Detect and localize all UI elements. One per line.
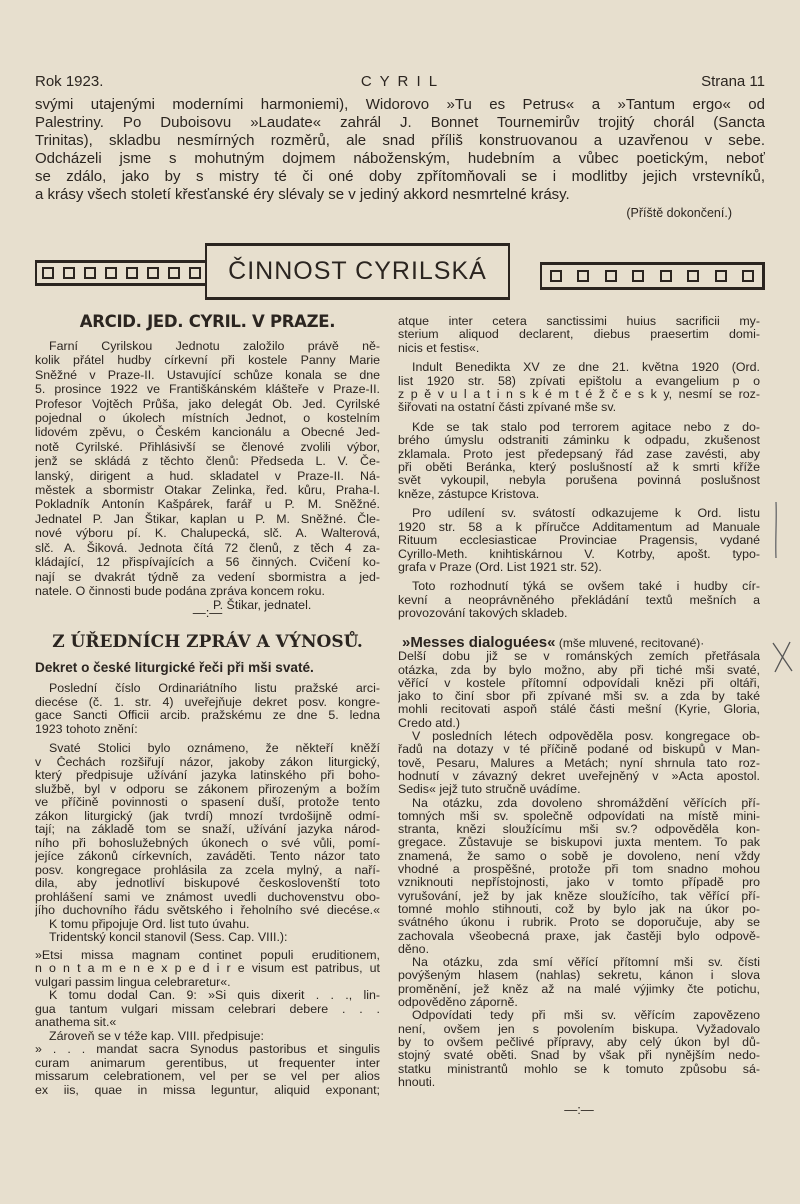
paragraph [35,918,380,932]
paragraph [398,650,760,730]
paragraph [398,361,760,415]
text-line: natele. O činnosti bude podána zpráva koncem roku. [35,583,325,598]
text-line: nové výboru pí. K. Chalupecká, slč. A. Walterová, [35,526,380,541]
text-line: hnouti. [398,1075,436,1089]
text-line: není, ovšem jen s povolením biskupa. Vyžadovalo [398,1022,760,1036]
paragraph [35,1030,380,1044]
ornament-square-icon [742,270,754,282]
text-line: notě Cyrilské. Přihlásivší se členové zvolili výbor, [35,439,380,454]
section-divider-right: —:— [564,1102,594,1117]
text-line: curam animarum gerentibus, ut frequenter inter [35,1056,380,1070]
text-line: stojný svaté oběti. Snad by však při nynějším nedo- [398,1049,760,1063]
paragraph [35,742,380,918]
text-line: tomné mohlo stihnouti, což by bylo jak na úkor po- [398,902,760,916]
text-line: ního při bohoslužebných úkonech o své vůli, pomí- [35,836,380,850]
text-line: tově, Pesaru, Malures a Metách; nyní shrnula tato roz- [398,756,760,770]
paragraph [398,956,760,1009]
ornament-square-icon [168,267,180,279]
ornament-square-icon [63,267,75,279]
text-line: tají; na základě tom se snaží, užívání jazyka národ- [35,823,380,836]
text-line: děno. [398,942,430,956]
text-line: Odpovídati tedy při mši sv. věřícím zapovězeno [412,1009,760,1023]
ornament-square-icon [577,270,589,282]
paragraph [398,797,760,957]
text-line: který předpisuje užívání jazyka latinského při boho- [35,769,380,782]
text-line: vyrušování, jež by jak kněze sloužícího, tak věřící pří- [398,889,760,903]
ornament-square-icon [189,267,201,279]
article-arcid-text [35,339,380,598]
text-line: věřící v kostele přítomní odpovídali knězi při oltáři, [398,676,760,690]
text-line: Trinitas), skladbu nesmírných rozměrů, ale snad příliš konstruovanou a uzavřenou v sebe. [35,132,765,149]
text-line: odpověděno záporně. [398,996,518,1010]
text-line: jejíce zákonů církevních, zaváděti. Tento názor tato [35,850,380,863]
text-line: by to ovšem pečlivé přípravy, aby celý úkon byl dů- [398,1035,760,1049]
text-line: Delší dobu již se v románských zemích přetřásala [398,650,760,664]
header-year: Rok 1923. [35,73,104,90]
ornament-square-icon [126,267,138,279]
text-line: vzniknouti nepřístojnosti, jako v tomto případě pro [398,876,760,890]
text-line: diecése (č. 1. str. 4) uveřejňuje dekret posv. kongre- [35,695,380,709]
ornament-square-icon [105,267,117,279]
text-line: sterium aliquod declarent, diebus praesertim domi- [398,328,760,342]
text-line: hodnutí v závazný dekret uveřejněný v »Acta apostol. [398,769,760,783]
text-line: gua tantum vulgari missam celebrari debere . . . [35,1002,380,1016]
text-line: Sedis« jejž tuto stručně uvádíme. [398,783,581,797]
text-line: kněze, zástupce Kristova. [398,487,540,501]
text-line: Profesor Vojtěch Průša, jako delegát Ob. Jed. Cyrilské [35,396,380,411]
text-line: V posledních létech odpověděla posv. kongregace ob- [412,730,760,744]
paragraph [398,730,760,796]
paragraph [398,315,760,355]
text-line: Poslední číslo Ordinariátního listu pražské arci- [49,682,380,695]
text-line: šiřovati na ostatní části zpívané mše sv. [398,401,617,415]
text-line: Kde se tak stalo pod terrorem agitace nebo z do- [412,420,760,434]
article-heading-zpravy: Z ÚŘEDNÍCH ZPRÁV A VÝNOSŮ. [52,632,363,652]
text-line: kevní a neoprávněného překládání textů mešních a [398,593,760,607]
text-line: Sněžné v Praze-II. Ustavující schůze konala se dne [35,367,380,382]
text-line: tomných mši sv. společně odpovídati na místě mini- [398,809,760,823]
text-line: 1920 str. 58 a k příručce Additamentum ad Manuale [398,520,760,534]
text-line: povýšeným hlasem (nahlas) sekretu, kánon i slova [398,969,760,983]
text-line: Tridentský koncil stanovil (Sess. Cap. VIII.): [49,931,288,944]
text-line: prohlášení sami ve známost uvedli duchovenstvu obo- [35,890,380,904]
paragraph [35,339,380,598]
text-line: lidovém zpěvu, o Českém kancionálu a Obecné Jed- [35,425,380,440]
text-line: zákon liturgický (jak tvrdí) mnozí tvrdošijně odmí- [35,809,380,823]
text-line: službě, byl v odporu se zákonem přirozeným a božím [35,782,380,796]
text-line: ve příčině povinnosti o spasení duší, protože tento [35,796,380,809]
paragraph [398,507,760,574]
header-journal-title: C Y R I L [360,73,440,90]
paragraph [35,989,380,1030]
text-line: při oběti Beránka, který poslušností až k smrti kříže [398,461,760,475]
ornament-square-icon [147,267,159,279]
paragraph [35,682,380,736]
text-line: jako to činí sbor při zpívané mši sv. a zda by také [398,690,760,704]
text-line: a krásy všech století křesťanské éry slévaly se v jediný akkord nesmrtelné krásy. [35,186,570,203]
text-line: dila, aby jednotliví biskupové českoslovenští toto [35,877,380,890]
paragraph [398,580,760,620]
ornament-square-icon [605,270,617,282]
paragraph [35,1043,380,1097]
text-line: znamená, že samo o sobě je dovoleno, není vždy [398,849,760,863]
text-line: nicis et festis«. [398,341,480,355]
text-line: Na otázku, zda smí věřící přítomní mši sv. čísti [412,956,760,970]
ornament-square-icon [550,270,562,282]
text-line: statku ministrantů mohlo se k tomuto způsobu sá- [398,1062,760,1076]
text-line: Na otázku, zda dovoleno shromáždění věřících pří- [412,796,760,810]
text-line: vulgari passim lingua celebraretur«. [35,975,231,989]
text-line: zklamala. Proto jest předepsaný řád zase zavésti, aby [398,447,760,461]
text-line: mohli recitovati aspoň stálé části mešní (Kyrie, Gloria, [398,703,760,717]
text-line: Jednatel P. Jan Štikar, kaplan u P. M. Sněžné. Čle- [35,511,380,526]
text-line: 5. prosince 1922 ve Františkánském klášteře v Praze-II. [35,382,380,397]
text-line: grafa v Praze (Ord. List 1921 str. 52). [398,560,602,574]
text-line: nají se dvakrát týdně za vedení sbormistra a jed- [35,569,380,584]
text-line: gace Sancti Officii arcib. pražskému ze dne 5. ledna [35,709,380,722]
text-line: Farní Cyrilskou Jednotu založilo právě ně- [49,339,380,353]
ornament-square-icon [42,267,54,279]
ornament-square-icon [84,267,96,279]
messes-subtitle: (mše mluvené, recitované)· [558,636,705,650]
continued-note: (Příště dokončení.) [626,206,732,220]
text-line: lanský, dirigent a hud. skladatel v Praze-II. Ná- [35,468,380,483]
text-line: ex iis, quae in missa leguntur, aliquid exponant; [35,1083,380,1097]
section-divider: —:— [192,605,223,620]
top-article-text [35,96,765,204]
ornament-square-icon [715,270,727,282]
text-line: městek a sbormistr Otakar Zelinka, řed. kůru, Praha-I. [35,483,380,498]
text-line: vhodné a prospěšné, protože při tom snadno mohou [398,863,760,877]
text-line: Indult Benedikta XV ze dne 21. května 1920 (Ord. [412,361,760,375]
messes-title: »Messes dialoguées« [402,636,556,651]
paragraph [35,949,380,990]
text-line: 1923 tohoto znění: [35,722,138,736]
text-line: Svaté Stolici bylo oznámeno, že někteří kněží [49,742,380,755]
text-line: svátného úkonu i rubrik. Proto se doporučuje, aby se [398,916,760,930]
text-line: zachovala všeobecná praxe, jak častěji bylo odpově- [398,929,760,943]
text-line: K tomu dodal Can. 9: »Si quis dixerit . . ., lin- [49,989,380,1002]
paragraph [35,931,380,945]
text-line: Palestriny. Po Duboisovu »Laudate« zahrál J. Bonnet Tournemirův trojitý chorál (Sancta [35,114,765,131]
text-line: Pokladník Antonín Kašpárek, farář u P. M. Sněžné. [35,497,380,512]
ornament-square-icon [687,270,699,282]
text-line: missarum celebrationem, vel per se vel per alios [35,1070,380,1083]
section-title: ČINNOST CYRILSKÁ [228,257,487,285]
text-line: Credo atd.) [398,716,460,730]
paragraph [398,1009,760,1089]
ornament-square-icon [632,270,644,282]
banner-ornament-right [540,262,765,290]
text-line: z p ě v u l a t i n s k é m t é ž č e s k y, nesmí se roz- [398,388,760,402]
text-line: svět vykoupil, nebyla porušena povinná poslušnost [398,474,760,488]
text-line: Odcházeli jsme s mohutným dojmem náboženským, hudebním a vůbec poetickým, neboť [35,150,765,167]
article-continuation-right [398,315,760,621]
text-line: Rituum ecclesiasticae Provinciae Pragensis, vydané [398,534,760,548]
text-line: slč. A. Šiková. Jednota čítá 72 členů, z těch 4 za- [35,540,380,555]
text-line: stranta, knězi sloužícímu mši sv.? odpověděla kon- [398,823,760,837]
text-line: » . . . mandat sacra Synodus pastoribus et singulis [35,1043,380,1056]
text-line: anathema sit.« [35,1016,117,1029]
article-subheading-dekret: Dekret o české liturgické řeči při mši svaté. [35,660,314,675]
pencil-margin-mark-icon [772,500,780,560]
text-line: list 1920 str. 58) zpívati epištolu a evangelium p o [398,374,760,388]
text-line: řadů na dotazy v té příčině podané od biskupů v Man- [398,743,760,757]
text-line: Cyrillo-Meth. knihtiskárnou V. Kotrby, apošt. typo- [398,547,760,561]
article-messes [398,636,760,1089]
text-line: se zdálo, jako by s mistry té či oné doby zpřítomňovali se i modlitby jejich vrstevníků, [35,168,765,185]
text-line: posv. kongregace prohlásila za zcela mylný, a naří- [35,863,380,877]
text-line: svými utajenými moderními harmoniemi), Widorovo »Tu es Petrus« a »Tantum ergo« od [35,96,765,113]
article-zpravy-text [35,682,380,1097]
header-page-number: Strana 11 [701,73,765,90]
text-line: kládající, 12 přispívajících a 56 činných. Cvičení ko- [35,555,380,570]
handwritten-x-mark-icon [770,640,796,674]
text-line: gregace. Zůstavuje se biskupovi juxta mentem. To pak [398,836,760,850]
text-line: pojednal o úkolech místních Jednot, o kostelním [35,411,380,426]
ornament-square-icon [660,270,672,282]
text-line: provozování takových skladeb. [398,607,568,621]
article-signature: P. Štikar, jednatel. [213,598,312,612]
text-line: jího duchovního řádu světského i řeholního své diecése.« [35,904,380,917]
text-line: Zároveň se v téže kap. VIII. předpisuje: [49,1029,264,1043]
text-line: jenž se skládá z těchto členů: Předseda L. V. Če- [35,454,380,469]
messes-heading-line [398,636,760,650]
text-line: v Čechách rozšiřují názor, jakoby zákon liturgický, [35,755,380,769]
text-line: K tomu připojuje Ord. list tuto úvahu. [49,917,250,931]
text-line: kolik přátel hudby církevní při kostele Panny Marie [35,353,380,368]
text-line: proměnění, jež kněz až na malé výjimky čte potichu, [398,982,760,996]
text-line: »Etsi missa magnam continet populi eruditionem, [35,948,380,962]
text-line: n o n t a m e n e x p e d i r e visum est patribus, ut [35,962,380,975]
text-line: otázka, zda by bylo možno, aby při tiché mši svaté, [398,663,760,677]
banner-title-box [205,243,510,300]
article-heading-arcid: ARCID. JED. CYRIL. V PRAZE. [79,312,336,331]
text-line: atque inter cetera sanctissimi huius sacrificii my- [398,315,760,328]
messes-text [398,650,760,1089]
text-line: Toto rozhodnutí týká se ovšem také i hudby cír- [412,580,760,594]
paragraph [35,96,765,204]
paragraph [398,421,760,501]
text-line: brého úmyslu odstraniti záminku k odpadu, zkušenost [398,434,760,448]
text-line: Pro udílení sv. svátostí odkazujeme k Ord. listu [412,507,760,521]
banner-ornament-left [35,260,205,286]
